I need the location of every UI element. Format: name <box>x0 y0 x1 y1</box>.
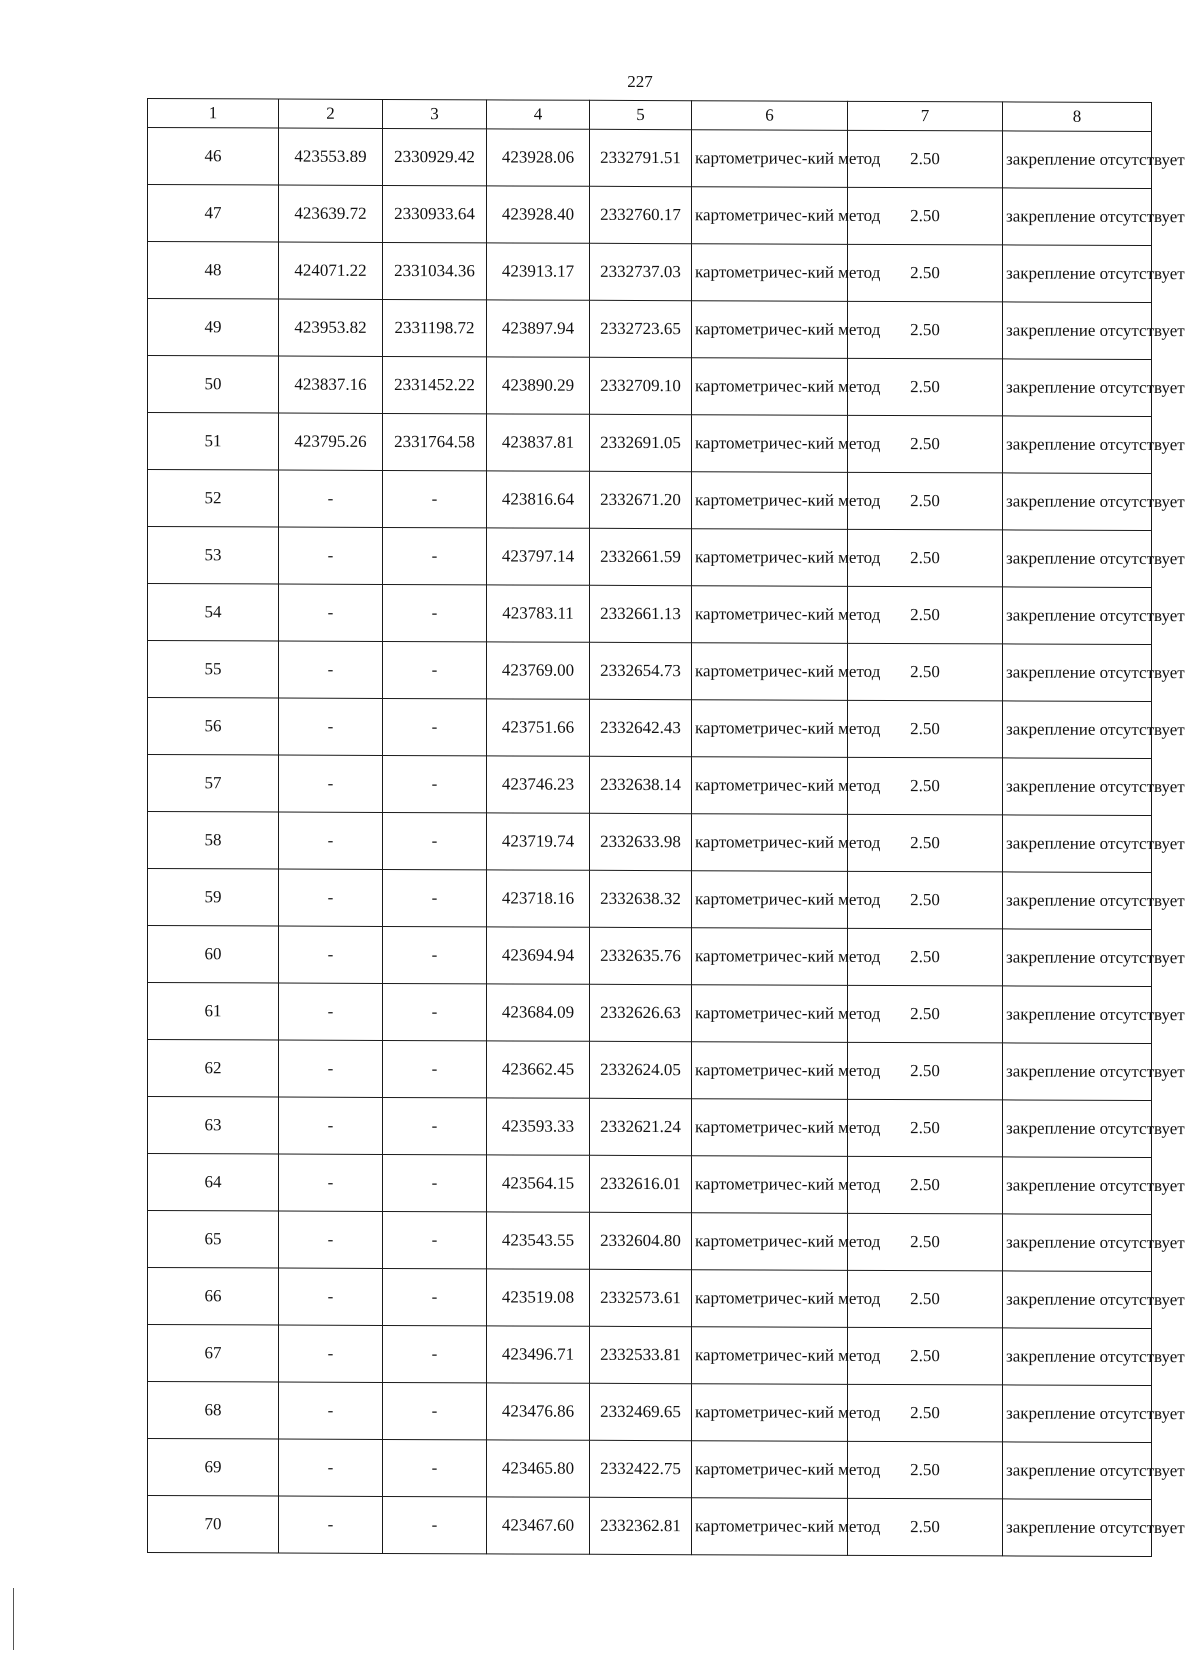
fixing-cell: закрепление отсутствует <box>1003 1385 1152 1443</box>
coord-x-old-cell: - <box>279 641 383 698</box>
coord-x-old-cell: - <box>279 1382 383 1439</box>
coord-x-old-cell: - <box>279 1325 383 1382</box>
accuracy-cell: 2.50 <box>848 814 1003 872</box>
coord-x-old-cell: 423953.82 <box>279 299 383 356</box>
coord-y-old-cell: - <box>383 1439 487 1496</box>
table-row <box>148 356 1152 417</box>
coord-y-cell: 2332638.14 <box>590 756 692 813</box>
coord-y-cell: 2332626.63 <box>590 984 692 1041</box>
accuracy-cell: 2.50 <box>848 358 1003 416</box>
coord-y-old-cell: - <box>383 926 487 983</box>
header-row <box>148 99 1152 132</box>
method-cell: картометричес-кий метод <box>692 415 848 473</box>
fixing-cell: закрепление отсутствует <box>1003 1100 1152 1158</box>
column-header: 7 <box>848 101 1003 131</box>
column-header: 6 <box>692 101 848 131</box>
table-row <box>148 1040 1152 1101</box>
coord-y-cell: 2332737.03 <box>590 243 692 300</box>
coord-x-cell: 423694.94 <box>487 927 590 984</box>
coord-y-cell: 2332723.65 <box>590 300 692 357</box>
coord-x-old-cell: 423553.89 <box>279 128 383 185</box>
coord-x-old-cell: 424071.22 <box>279 242 383 299</box>
method-cell: картометричес-кий метод <box>692 985 848 1043</box>
margin-mark <box>13 1588 14 1650</box>
method-cell: картометричес-кий метод <box>692 301 848 359</box>
point-number-cell: 64 <box>148 1154 279 1212</box>
coord-x-old-cell: - <box>279 926 383 983</box>
fixing-cell: закрепление отсутствует <box>1003 872 1152 930</box>
point-number-cell: 54 <box>148 584 279 642</box>
coord-x-old-cell: - <box>279 755 383 812</box>
accuracy-cell: 2.50 <box>848 928 1003 986</box>
coord-x-cell: 423751.66 <box>487 699 590 756</box>
coord-y-cell: 2332533.81 <box>590 1326 692 1383</box>
fixing-cell: закрепление отсутствует <box>1003 929 1152 987</box>
coord-x-old-cell: - <box>279 869 383 926</box>
coord-y-cell: 2332691.05 <box>590 414 692 471</box>
accuracy-cell: 2.50 <box>848 244 1003 302</box>
coord-x-old-cell: - <box>279 527 383 584</box>
point-number-cell: 62 <box>148 1040 279 1098</box>
coord-x-cell: 423467.60 <box>487 1497 590 1554</box>
fixing-cell: закрепление отсутствует <box>1003 359 1152 417</box>
coord-x-cell: 423897.94 <box>487 300 590 357</box>
point-number-cell: 47 <box>148 185 279 243</box>
coord-x-old-cell: - <box>279 1040 383 1097</box>
point-number-cell: 69 <box>148 1439 279 1497</box>
accuracy-cell: 2.50 <box>848 1270 1003 1328</box>
method-cell: картометричес-кий метод <box>692 358 848 416</box>
coord-y-cell: 2332654.73 <box>590 642 692 699</box>
page-number: 227 <box>627 72 653 91</box>
accuracy-cell: 2.50 <box>848 1156 1003 1214</box>
fixing-cell: закрепление отсутствует <box>1003 1043 1152 1101</box>
coord-y-cell: 2332573.61 <box>590 1269 692 1326</box>
coord-y-cell: 2332362.81 <box>590 1497 692 1554</box>
coord-y-old-cell: - <box>383 1154 487 1211</box>
coord-y-old-cell: - <box>383 1496 487 1553</box>
point-number-cell: 56 <box>148 698 279 756</box>
point-number-cell: 58 <box>148 812 279 870</box>
fixing-cell: закрепление отсутствует <box>1003 1442 1152 1500</box>
point-number-cell: 67 <box>148 1325 279 1383</box>
accuracy-cell: 2.50 <box>848 757 1003 815</box>
coordinates-table <box>147 98 1185 1557</box>
coord-y-cell: 2332616.01 <box>590 1155 692 1212</box>
table-row <box>148 983 1152 1044</box>
table-row <box>148 869 1152 930</box>
fixing-cell: закрепление отсутствует <box>1003 416 1152 474</box>
point-number-cell: 68 <box>148 1382 279 1440</box>
fixing-cell: закрепление отсутствует <box>1003 473 1152 531</box>
coord-x-old-cell: - <box>279 812 383 869</box>
table-row <box>148 1268 1152 1329</box>
fixing-cell: закрепление отсутствует <box>1003 587 1152 645</box>
method-cell: картометричес-кий метод <box>692 1441 848 1499</box>
coord-x-old-cell: - <box>279 698 383 755</box>
accuracy-cell: 2.50 <box>848 643 1003 701</box>
coord-x-cell: 423769.00 <box>487 642 590 699</box>
coord-x-cell: 423564.15 <box>487 1155 590 1212</box>
column-header: 1 <box>148 99 279 129</box>
method-cell: картометричес-кий метод <box>692 1213 848 1271</box>
point-number-cell: 70 <box>148 1496 279 1554</box>
table-row <box>148 299 1152 360</box>
coord-y-old-cell: - <box>383 698 487 755</box>
coord-x-cell: 423543.55 <box>487 1212 590 1269</box>
coord-y-old-cell: 2330929.42 <box>383 128 487 185</box>
accuracy-cell: 2.50 <box>848 1099 1003 1157</box>
coord-y-cell: 2332638.32 <box>590 870 692 927</box>
method-cell: картометричес-кий метод <box>692 1327 848 1385</box>
fixing-cell: закрепление отсутствует <box>1003 131 1152 189</box>
coord-y-old-cell: 2331198.72 <box>383 299 487 356</box>
coord-y-cell: 2332469.65 <box>590 1383 692 1440</box>
table-row <box>148 527 1152 588</box>
point-number-cell: 66 <box>148 1268 279 1326</box>
point-number-cell: 57 <box>148 755 279 813</box>
point-number-cell: 59 <box>148 869 279 927</box>
fixing-cell: закрепление отсутствует <box>1003 1214 1152 1272</box>
coord-x-cell: 423797.14 <box>487 528 590 585</box>
method-cell: картометричес-кий метод <box>692 244 848 302</box>
fixing-cell: закрепление отсутствует <box>1003 188 1152 246</box>
fixing-cell: закрепление отсутствует <box>1003 758 1152 816</box>
point-number-cell: 49 <box>148 299 279 357</box>
coord-y-cell: 2332760.17 <box>590 186 692 243</box>
coord-x-old-cell: - <box>279 983 383 1040</box>
coord-y-cell: 2332642.43 <box>590 699 692 756</box>
accuracy-cell: 2.50 <box>848 1042 1003 1100</box>
coord-y-old-cell: 2331452.22 <box>383 356 487 413</box>
point-number-cell: 52 <box>148 470 279 528</box>
accuracy-cell: 2.50 <box>848 415 1003 473</box>
coord-y-cell: 2332791.51 <box>590 129 692 186</box>
point-number-cell: 46 <box>148 128 279 186</box>
table-row <box>148 1211 1152 1272</box>
table-row <box>148 1382 1152 1443</box>
coord-y-cell: 2332633.98 <box>590 813 692 870</box>
point-number-cell: 65 <box>148 1211 279 1269</box>
accuracy-cell: 2.50 <box>848 1384 1003 1442</box>
method-cell: картометричес-кий метод <box>692 757 848 815</box>
coord-x-old-cell: - <box>279 470 383 527</box>
coord-y-cell: 2332661.59 <box>590 528 692 585</box>
table-row <box>148 1496 1152 1557</box>
method-cell: картометричес-кий метод <box>692 130 848 188</box>
point-number-cell: 61 <box>148 983 279 1041</box>
accuracy-cell: 2.50 <box>848 871 1003 929</box>
table-row <box>148 242 1152 303</box>
coord-y-old-cell: - <box>383 755 487 812</box>
fixing-cell: закрепление отсутствует <box>1003 1499 1152 1557</box>
table-row <box>148 470 1152 531</box>
point-number-cell: 51 <box>148 413 279 471</box>
column-header: 5 <box>590 100 692 129</box>
coord-y-old-cell: - <box>383 527 487 584</box>
coord-y-cell: 2332671.20 <box>590 471 692 528</box>
coord-x-old-cell: 423795.26 <box>279 413 383 470</box>
method-cell: картометричес-кий метод <box>692 1042 848 1100</box>
table-row <box>148 926 1152 987</box>
coord-x-old-cell: - <box>279 1268 383 1325</box>
accuracy-cell: 2.50 <box>848 301 1003 359</box>
coord-y-old-cell: - <box>383 869 487 926</box>
coord-x-cell: 423783.11 <box>487 585 590 642</box>
accuracy-cell: 2.50 <box>848 1327 1003 1385</box>
coord-x-cell: 423593.33 <box>487 1098 590 1155</box>
coord-y-old-cell: - <box>383 812 487 869</box>
coord-y-old-cell: - <box>383 584 487 641</box>
coord-y-old-cell: - <box>383 1382 487 1439</box>
coord-x-old-cell: - <box>279 1439 383 1496</box>
accuracy-cell: 2.50 <box>848 700 1003 758</box>
coord-x-old-cell: 423639.72 <box>279 185 383 242</box>
table-row <box>148 128 1152 189</box>
method-cell: картометричес-кий метод <box>692 1384 848 1442</box>
coord-x-old-cell: - <box>279 1496 383 1553</box>
column-header: 8 <box>1003 102 1152 132</box>
fixing-cell: закрепление отсутствует <box>1003 530 1152 588</box>
coord-x-cell: 423913.17 <box>487 243 590 300</box>
accuracy-cell: 2.50 <box>848 1441 1003 1499</box>
method-cell: картометричес-кий метод <box>692 1498 848 1556</box>
method-cell: картометричес-кий метод <box>692 1270 848 1328</box>
table-row <box>148 1439 1152 1500</box>
accuracy-cell: 2.50 <box>848 1498 1003 1556</box>
method-cell: картометричес-кий метод <box>692 1099 848 1157</box>
table-row <box>148 584 1152 645</box>
method-cell: картометричес-кий метод <box>692 472 848 530</box>
coord-y-old-cell: - <box>383 1325 487 1382</box>
fixing-cell: закрепление отсутствует <box>1003 701 1152 759</box>
coord-x-cell: 423662.45 <box>487 1041 590 1098</box>
table-row <box>148 812 1152 873</box>
coord-y-old-cell: - <box>383 1040 487 1097</box>
coord-y-old-cell: 2331764.58 <box>383 413 487 470</box>
coord-y-old-cell: - <box>383 1268 487 1325</box>
coord-x-cell: 423718.16 <box>487 870 590 927</box>
coord-y-old-cell: - <box>383 1097 487 1154</box>
coord-x-cell: 423519.08 <box>487 1269 590 1326</box>
coord-x-cell: 423890.29 <box>487 357 590 414</box>
accuracy-cell: 2.50 <box>848 472 1003 530</box>
fixing-cell: закрепление отсутствует <box>1003 986 1152 1044</box>
table-row <box>148 413 1152 474</box>
coord-x-cell: 423928.06 <box>487 129 590 186</box>
table-row <box>148 1154 1152 1215</box>
coord-x-cell: 423684.09 <box>487 984 590 1041</box>
coord-x-cell: 423476.86 <box>487 1383 590 1440</box>
table-row <box>148 1097 1152 1158</box>
coord-x-cell: 423465.80 <box>487 1440 590 1497</box>
coord-y-old-cell: - <box>383 1211 487 1268</box>
coord-y-old-cell: - <box>383 470 487 527</box>
table-row <box>148 698 1152 759</box>
coord-x-old-cell: - <box>279 1097 383 1154</box>
coord-y-cell: 2332621.24 <box>590 1098 692 1155</box>
table-row <box>148 755 1152 816</box>
method-cell: картометричес-кий метод <box>692 871 848 929</box>
table-row <box>148 185 1152 246</box>
method-cell: картометричес-кий метод <box>692 928 848 986</box>
table-body <box>148 128 1185 1557</box>
accuracy-cell: 2.50 <box>848 985 1003 1043</box>
fixing-cell: закрепление отсутствует <box>1003 644 1152 702</box>
fixing-cell: закрепление отсутствует <box>1003 302 1152 360</box>
coord-y-cell: 2332624.05 <box>590 1041 692 1098</box>
coord-x-cell: 423496.71 <box>487 1326 590 1383</box>
coord-x-old-cell: - <box>279 584 383 641</box>
column-header: 4 <box>487 100 590 129</box>
accuracy-cell: 2.50 <box>848 1213 1003 1271</box>
coord-x-cell: 423719.74 <box>487 813 590 870</box>
method-cell: картометричес-кий метод <box>692 814 848 872</box>
coord-x-cell: 423816.64 <box>487 471 590 528</box>
point-number-cell: 60 <box>148 926 279 984</box>
coord-y-old-cell: - <box>383 641 487 698</box>
method-cell: картометричес-кий метод <box>692 586 848 644</box>
coord-y-old-cell: 2330933.64 <box>383 185 487 242</box>
table-row <box>148 641 1152 702</box>
coord-y-cell: 2332635.76 <box>590 927 692 984</box>
coord-x-cell: 423746.23 <box>487 756 590 813</box>
table-row <box>148 1325 1152 1386</box>
coord-y-cell: 2332709.10 <box>590 357 692 414</box>
point-number-cell: 55 <box>148 641 279 699</box>
coord-x-old-cell: - <box>279 1154 383 1211</box>
coord-x-cell: 423928.40 <box>487 186 590 243</box>
fixing-cell: закрепление отсутствует <box>1003 1157 1152 1215</box>
accuracy-cell: 2.50 <box>848 529 1003 587</box>
method-cell: картометричес-кий метод <box>692 187 848 245</box>
point-number-cell: 63 <box>148 1097 279 1155</box>
coord-y-cell: 2332661.13 <box>590 585 692 642</box>
fixing-cell: закрепление отсутствует <box>1003 245 1152 303</box>
point-number-cell: 50 <box>148 356 279 414</box>
point-number-cell: 48 <box>148 242 279 300</box>
fixing-cell: закрепление отсутствует <box>1003 815 1152 873</box>
method-cell: картометричес-кий метод <box>692 529 848 587</box>
accuracy-cell: 2.50 <box>848 586 1003 644</box>
method-cell: картометричес-кий метод <box>692 700 848 758</box>
column-header: 3 <box>383 99 487 128</box>
accuracy-cell: 2.50 <box>848 130 1003 188</box>
coord-x-cell: 423837.81 <box>487 414 590 471</box>
coord-x-old-cell: 423837.16 <box>279 356 383 413</box>
method-cell: картометричес-кий метод <box>692 1156 848 1214</box>
column-header: 2 <box>279 99 383 128</box>
accuracy-cell: 2.50 <box>848 187 1003 245</box>
coord-y-cell: 2332604.80 <box>590 1212 692 1269</box>
fixing-cell: закрепление отсутствует <box>1003 1271 1152 1329</box>
coord-y-old-cell: - <box>383 983 487 1040</box>
fixing-cell: закрепление отсутствует <box>1003 1328 1152 1386</box>
coord-y-old-cell: 2331034.36 <box>383 242 487 299</box>
coord-x-old-cell: - <box>279 1211 383 1268</box>
coord-y-cell: 2332422.75 <box>590 1440 692 1497</box>
method-cell: картометричес-кий метод <box>692 643 848 701</box>
point-number-cell: 53 <box>148 527 279 585</box>
